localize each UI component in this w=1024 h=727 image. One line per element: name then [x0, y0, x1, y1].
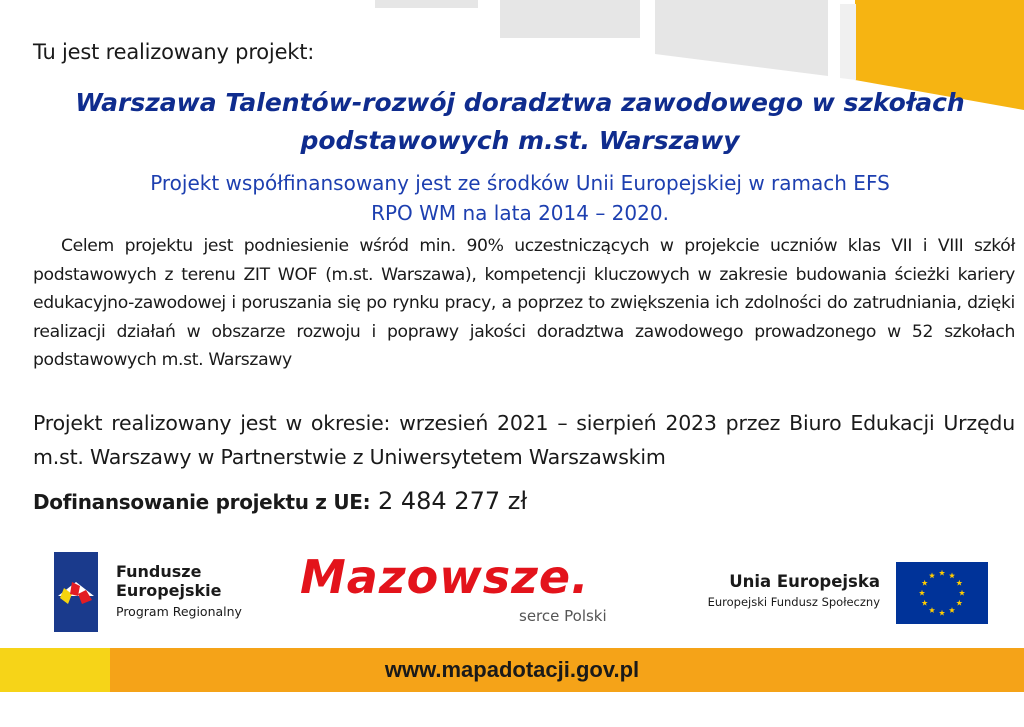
logos-row: [0, 540, 1024, 640]
project-period: Projekt realizowany jest w okresie: wrzesień 2021 – sierpień 2023 przez Biuro Edukacji Urzędu m.st. Warszawy w Partnerstwie z Uniwersytetem Warszawskim: [33, 411, 1015, 469]
ue-text-block: [690, 572, 880, 609]
project-title-line1: Warszawa Talentów-rozwój doradztwa zawodowego w szkołach: [75, 88, 965, 117]
funding-label: Dofinansowanie projektu z UE:: [33, 490, 371, 514]
eu-flag-icon: [896, 562, 988, 624]
footer-url[interactable]: www.mapadotacji.gov.pl: [384, 657, 640, 682]
funding-value: 2 484 277 zł: [370, 487, 528, 515]
mazowsze-subtitle: serce Polski: [519, 607, 607, 625]
intro-text: Tu jest realizowany projekt:: [33, 40, 315, 64]
fe-line2: Europejskie: [116, 581, 222, 600]
cofinancing-line1: Projekt współfinansowany jest ze środków Unii Europejskiej w ramach EFS: [150, 171, 890, 195]
project-goal: Celem projektu jest podniesienie wśród min. 90% uczestniczących w projekcie uczniów klas VII i VIII szkół podstawowych z terenu ZIT WOF (m.st. Warszawa), kompetencji kluczowych w zakresie budowania ścieżki kariery edukacyjno-zawodowej i poruszania się po rynku pracy, a poprzez to zwiększenia ich zdolności do zatrudniania, dzięki realizacji działań w obszarze rozwoju i poprawy jakości doradztwa zawodowego prowadzonego w 52 szkołach podstawowych m.st. Warszawy: [33, 236, 1015, 371]
mazowsze-logo: Mazowsze.: [300, 550, 590, 604]
cofinancing-line2: RPO WM na lata 2014 – 2020.: [371, 201, 669, 225]
ue-line1: Unia Europejska: [729, 572, 880, 591]
fe-line1: Fundusze: [116, 562, 202, 581]
fundusze-europejskie-star-icon: [54, 552, 98, 632]
project-title-line2: podstawowych m.st. Warszawy: [300, 126, 740, 155]
cofinancing-text: [40, 168, 1000, 228]
project-title: [40, 84, 1000, 160]
ue-line2: Europejski Fundusz Społeczny: [707, 595, 880, 609]
funding-amount: [33, 487, 527, 515]
fe-line3: Program Regionalny: [116, 604, 242, 619]
fe-text-block: [116, 562, 242, 621]
